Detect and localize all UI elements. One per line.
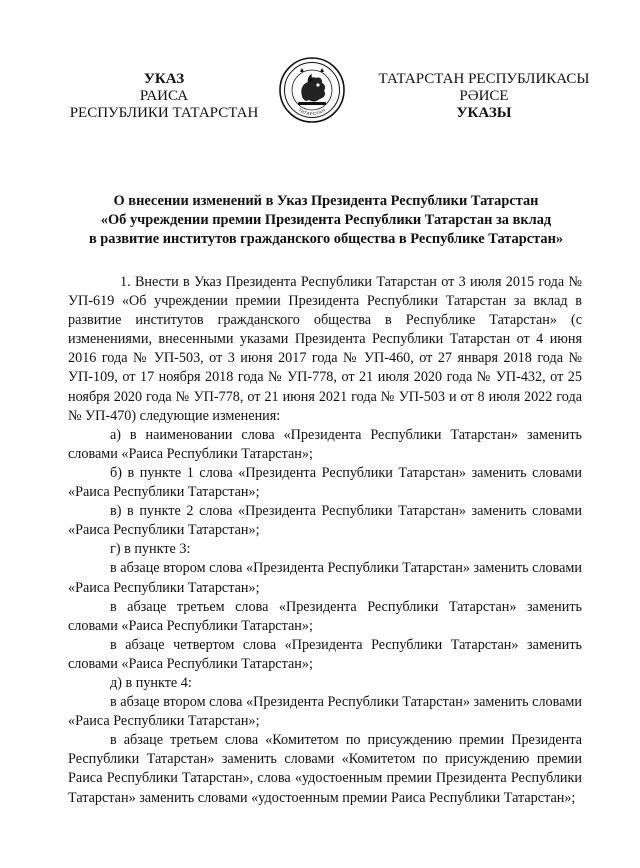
paragraph-d-1: в абзаце втором слова «Президента Республики Татарстан» заменить словами «Раиса Республики Татарстан»; — [68, 694, 582, 730]
header-right-line-1: ТАТАРСТАН РЕСПУБЛИКАСЫ — [378, 71, 590, 87]
paragraph-d-2: в абзаце третьем слова «Комитетом по присуждению премии Президента Республики Татарстан» заменить словами «Комитетом по присуждению премии Раиса Республики Татарстан», слова «удостоенным премии Президента Республики Татарстан» заменить словами «удостоенным премии Раиса Республики Татарстан»; — [68, 732, 582, 806]
svg-text:ТАТАРСТАН — [297, 107, 326, 116]
header-right-line-3: УКАЗЫ — [456, 105, 512, 121]
emblem-caption: ТАТАРСТАН — [297, 107, 327, 117]
paragraph-g-3: в абзаце четвертом слова «Президента Республики Татарстан» заменить словами «Раиса Республики Татарстан»; — [68, 636, 582, 672]
paragraph-v: в) в пункте 2 слова «Президента Республики Татарстан» заменить словами «Раиса Республики Татарстан»; — [68, 503, 582, 539]
paragraph-b: б) в пункте 1 слова «Президента Республики Татарстан» заменить словами «Раиса Республики Татарстан»; — [68, 464, 582, 501]
title-line-3: в развитие институтов гражданского общества в Республике Татарстан» — [88, 231, 564, 247]
header-left-line-2: РАИСА — [139, 88, 189, 104]
title-line-1: О внесении изменений в Указ Президента Республики Татарстан — [113, 193, 539, 209]
title-line-2: «Об учреждении премии Президента Республики Татарстан за вклад — [100, 212, 552, 228]
paragraph-a: а) в наименовании слова «Президента Республики Татарстан» заменить словами «Раиса Республики Татарстан»; — [68, 426, 582, 462]
header-left-line-3: РЕСПУБЛИКИ ТАТАРСТАН — [69, 105, 259, 121]
header-right-line-2: РӘИСЕ — [459, 88, 509, 104]
header-right-tatar — [356, 71, 612, 122]
header-left-line-1: УКАЗ — [143, 71, 185, 87]
header-left-russian — [58, 71, 270, 122]
document-body — [68, 273, 582, 808]
paragraph-g-2: в абзаце третьем слова «Президента Республики Татарстан» заменить словами «Раиса Республики Татарстан»; — [68, 598, 582, 634]
paragraph-d: д) в пункте 4: — [110, 674, 192, 691]
document-title — [60, 192, 592, 249]
paragraph-g-1: в абзаце втором слова «Президента Республики Татарстан» заменить словами «Раиса Республики Татарстан»; — [68, 560, 582, 596]
paragraph-g: г) в пункте 3: — [110, 541, 191, 558]
tatarstan-emblem-icon — [278, 56, 346, 124]
paragraph-1: 1. Внести в Указ Президента Республики Татарстан от 3 июля 2015 года № УП-619 «Об учреждении премии Президента Республики Татарстан за вклад в развитие институтов гражданского общества в Республике Татарстан» (с изменениями, внесенными указами Президента Республики Татарстан от 4 июня 2016 года № УП-503, от 3 июня 2017 года № УП-460, от 27 января 2018 года № УП-109, от 17 ноября 2018 года № УП-778, от 21 июля 2020 года № УП-432, от 25 ноября 2020 года № УП-778, от 21 июня 2021 года № УП-503 и от 8 июля 2022 года № УП-470) следующие изменения: — [68, 274, 582, 424]
